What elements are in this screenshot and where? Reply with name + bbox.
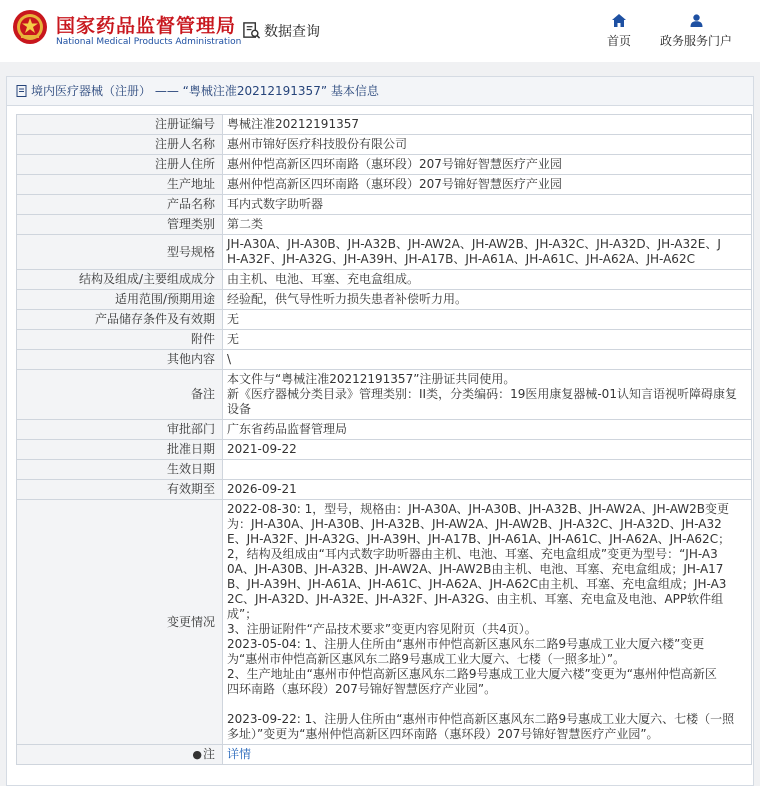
- field-label: [17, 155, 223, 175]
- field-label-text: 适用范围/预期用途: [114, 292, 215, 306]
- field-value-line: \: [227, 352, 232, 366]
- field-label-text: 管理类别: [166, 217, 215, 231]
- field-value-line: 2023-05-04: 1、注册人住所由“惠州市仲恺高新区惠风东二路9号惠成工业大厦六楼”变更: [227, 637, 705, 651]
- field-value: [223, 215, 752, 235]
- field-value-line: 惠州仲恺高新区四环南路（惠环段）207号锦好智慧医疗产业园: [227, 177, 562, 191]
- brand-name-en: National Medical Products Administration: [56, 37, 242, 47]
- table-row: [17, 235, 752, 270]
- field-value: [223, 155, 752, 175]
- table-row: [17, 440, 752, 460]
- field-value: [223, 500, 752, 745]
- field-value: [223, 460, 752, 480]
- field-value: [223, 350, 752, 370]
- field-label: [17, 270, 223, 290]
- field-label-text: 产品名称: [166, 197, 215, 211]
- field-value: [223, 195, 752, 215]
- table-row: [17, 195, 752, 215]
- field-value-line: 为“惠州市仲恺高新区惠风东二路9号惠成工业大厦六、七楼（一照多址）”。: [227, 652, 626, 666]
- table-row: [17, 480, 752, 500]
- table-row: [17, 745, 752, 765]
- field-value: [223, 270, 752, 290]
- field-value-line: [227, 462, 747, 477]
- field-value-line: 本文件与“粤械注准20212191357”注册证共同使用。: [227, 372, 516, 386]
- field-label: [17, 135, 223, 155]
- field-value-line: 四环南路（惠环段）207号锦好智慧医疗产业园”。: [227, 682, 497, 696]
- field-value-line: [227, 697, 747, 712]
- national-emblem-logo[interactable]: [12, 9, 48, 45]
- field-label-text: 注册人住所: [154, 157, 215, 171]
- field-value: [223, 115, 752, 135]
- table-row: [17, 310, 752, 330]
- nav-home-label: 首页: [606, 34, 631, 48]
- table-row: [17, 330, 752, 350]
- table-row: [17, 500, 752, 745]
- nav-home[interactable]: [603, 14, 635, 49]
- field-label-text: 生产地址: [166, 177, 215, 191]
- field-label: [17, 195, 223, 215]
- field-label-text: 结构及组成/主要组成成分: [78, 272, 215, 286]
- pin-icon: ●: [192, 748, 202, 761]
- field-value: [223, 175, 752, 195]
- field-value-line: 惠州仲恺高新区四环南路（惠环段）207号锦好智慧医疗产业园: [227, 157, 562, 171]
- table-row: [17, 215, 752, 235]
- field-value-line: H-A32F、JH-A32G、JH-A39H、JH-A17B、JH-A61A、JH-A61C、JH-A62A、JH-A62C: [227, 252, 695, 266]
- field-label-text: 其他内容: [166, 352, 215, 366]
- field-label: [17, 370, 223, 420]
- data-query-label[interactable]: 数据查询: [264, 24, 320, 40]
- field-label-text: 变更情况: [166, 614, 215, 629]
- table-row: [17, 115, 752, 135]
- field-label: [17, 745, 223, 765]
- table-row: [17, 350, 752, 370]
- field-label: [17, 235, 223, 270]
- field-value-line: 为：JH-A30A、JH-A30B、JH-A32B、JH-AW2A、JH-AW2B、JH-A32C、JH-A32D、JH-A32: [227, 517, 722, 531]
- field-value: [223, 370, 752, 420]
- field-value-line: 0A、JH-A30B、JH-A32B、JH-AW2A、JH-AW2B由主机、电池、耳塞、充电盒组成；JH-A17: [227, 562, 724, 576]
- field-label-text: 备注: [190, 387, 215, 401]
- field-value-line: 2，结构及组成由“耳内式数字助听器由主机、电池、耳塞、充电盒组成”变更为型号：“JH-A3: [227, 547, 718, 561]
- field-value: [223, 420, 752, 440]
- field-value-line: 粤械注准20212191357: [227, 117, 359, 131]
- field-value-line: 无: [227, 332, 240, 346]
- field-value-line: 成”；: [227, 607, 258, 621]
- field-label: [17, 215, 223, 235]
- field-value-line: JH-A30A、JH-A30B、JH-A32B、JH-AW2A、JH-AW2B、JH-A32C、JH-A32D、JH-A32E、J: [227, 237, 721, 251]
- panel-title-bar: [7, 77, 753, 106]
- field-label-text: 注册人名称: [154, 137, 215, 151]
- field-value-line: 惠州市锦好医疗科技股份有限公司: [227, 137, 408, 151]
- field-label-text: 批准日期: [166, 442, 215, 456]
- home-icon: [612, 14, 626, 27]
- field-value: [223, 310, 752, 330]
- field-value-line: 2022-08-30: 1，型号，规格由：JH-A30A、JH-A30B、JH-A32B、JH-AW2A、JH-AW2B变更: [227, 502, 730, 516]
- table-row: [17, 370, 752, 420]
- field-label-text: 型号规格: [166, 244, 215, 259]
- field-value: [223, 330, 752, 350]
- nav-gov-label: 政务服务门户: [659, 34, 732, 48]
- field-label: [17, 440, 223, 460]
- field-label: [17, 115, 223, 135]
- field-value-line: 经验配，供气导性听力损失患者补偿听力用。: [227, 292, 468, 306]
- table-row: [17, 135, 752, 155]
- field-label: [17, 500, 223, 745]
- table-row: [17, 175, 752, 195]
- field-value-line: 由主机、电池、耳塞、充电盒组成。: [227, 272, 420, 286]
- field-value-line: 2021-09-22: [227, 442, 297, 456]
- field-label: [17, 290, 223, 310]
- field-label: [17, 460, 223, 480]
- field-value-line: E、JH-A32F、JH-A32G、JH-A39H、JH-A17B、JH-A61A、JH-A61C、JH-A62A、JH-A62C；: [227, 532, 731, 546]
- data-query-icon[interactable]: [242, 21, 261, 40]
- field-value: [223, 135, 752, 155]
- field-label-text: 注: [202, 747, 215, 761]
- field-value: [223, 480, 752, 500]
- field-value-line: 多址）”变更为“惠州仲恺高新区四环南路（惠环段）207号锦好智慧医疗产业园”。: [227, 727, 659, 741]
- field-label-text: 审批部门: [166, 422, 215, 436]
- field-label: [17, 175, 223, 195]
- detail-table: [16, 114, 752, 765]
- field-value-line: 2、生产地址由“惠州市仲恺高新区惠风东二路9号惠成工业大厦六楼”变更为“惠州仲恺高新区: [227, 667, 717, 681]
- field-label: [17, 350, 223, 370]
- field-value-line: 2026-09-21: [227, 482, 297, 496]
- field-value-line: 第二类: [227, 217, 264, 231]
- field-label-text: 生效日期: [166, 462, 215, 476]
- brand-name-cn[interactable]: 国家药品监督管理局: [56, 15, 237, 37]
- field-value-line: 广东省药品监督管理局: [227, 422, 348, 436]
- user-icon: [690, 14, 703, 27]
- field-value: [223, 440, 752, 460]
- field-value-line: B、JH-A39H、JH-A61A、JH-A61C、JH-A62A、JH-A62C由主机、耳塞、充电盒组成；JH-A3: [227, 577, 727, 591]
- table-row: [17, 290, 752, 310]
- field-value-line: 耳内式数字助听器: [227, 197, 324, 211]
- details-link[interactable]: 详情: [227, 747, 252, 761]
- detail-panel: [6, 76, 754, 786]
- field-value-line: 2023-09-22: 1、注册人住所由“惠州市仲恺高新区惠风东二路9号惠成工业大厦六、七楼（一照: [227, 712, 735, 726]
- field-value-line: 设备: [227, 402, 252, 416]
- field-label: [17, 420, 223, 440]
- field-label-text: 注册证编号: [154, 117, 215, 131]
- table-row: [17, 460, 752, 480]
- field-label-text: 产品储存条件及有效期: [94, 312, 215, 326]
- field-value-line: 新《医疗器械分类目录》管理类别：II类，分类编码：19医用康复器械-01认知言语视听障碍康复: [227, 387, 737, 401]
- field-value-line: 无: [227, 312, 240, 326]
- field-value: [223, 235, 752, 270]
- table-row: [17, 420, 752, 440]
- field-label: [17, 480, 223, 500]
- nav-gov-portal[interactable]: [656, 14, 736, 49]
- field-value[interactable]: [223, 745, 752, 765]
- field-value: [223, 290, 752, 310]
- field-label: [17, 310, 223, 330]
- field-value-line: 3、注册证附件“产品技术要求”变更内容见附页（共4页）。: [227, 622, 537, 636]
- panel-title: 境内医疗器械（注册） —— “粤械注准20212191357” 基本信息: [31, 84, 379, 98]
- document-icon: [16, 85, 27, 97]
- table-row: [17, 270, 752, 290]
- table-row: [17, 155, 752, 175]
- field-label-text: 有效期至: [166, 482, 215, 496]
- field-value-line: 2C、JH-A32D、JH-A32E、JH-A32F、JH-A32G、由主机、耳塞、充电盒及电池、APP软件组: [227, 592, 724, 606]
- field-label: [17, 330, 223, 350]
- field-label-text: 附件: [190, 332, 215, 346]
- site-header: [0, 0, 760, 62]
